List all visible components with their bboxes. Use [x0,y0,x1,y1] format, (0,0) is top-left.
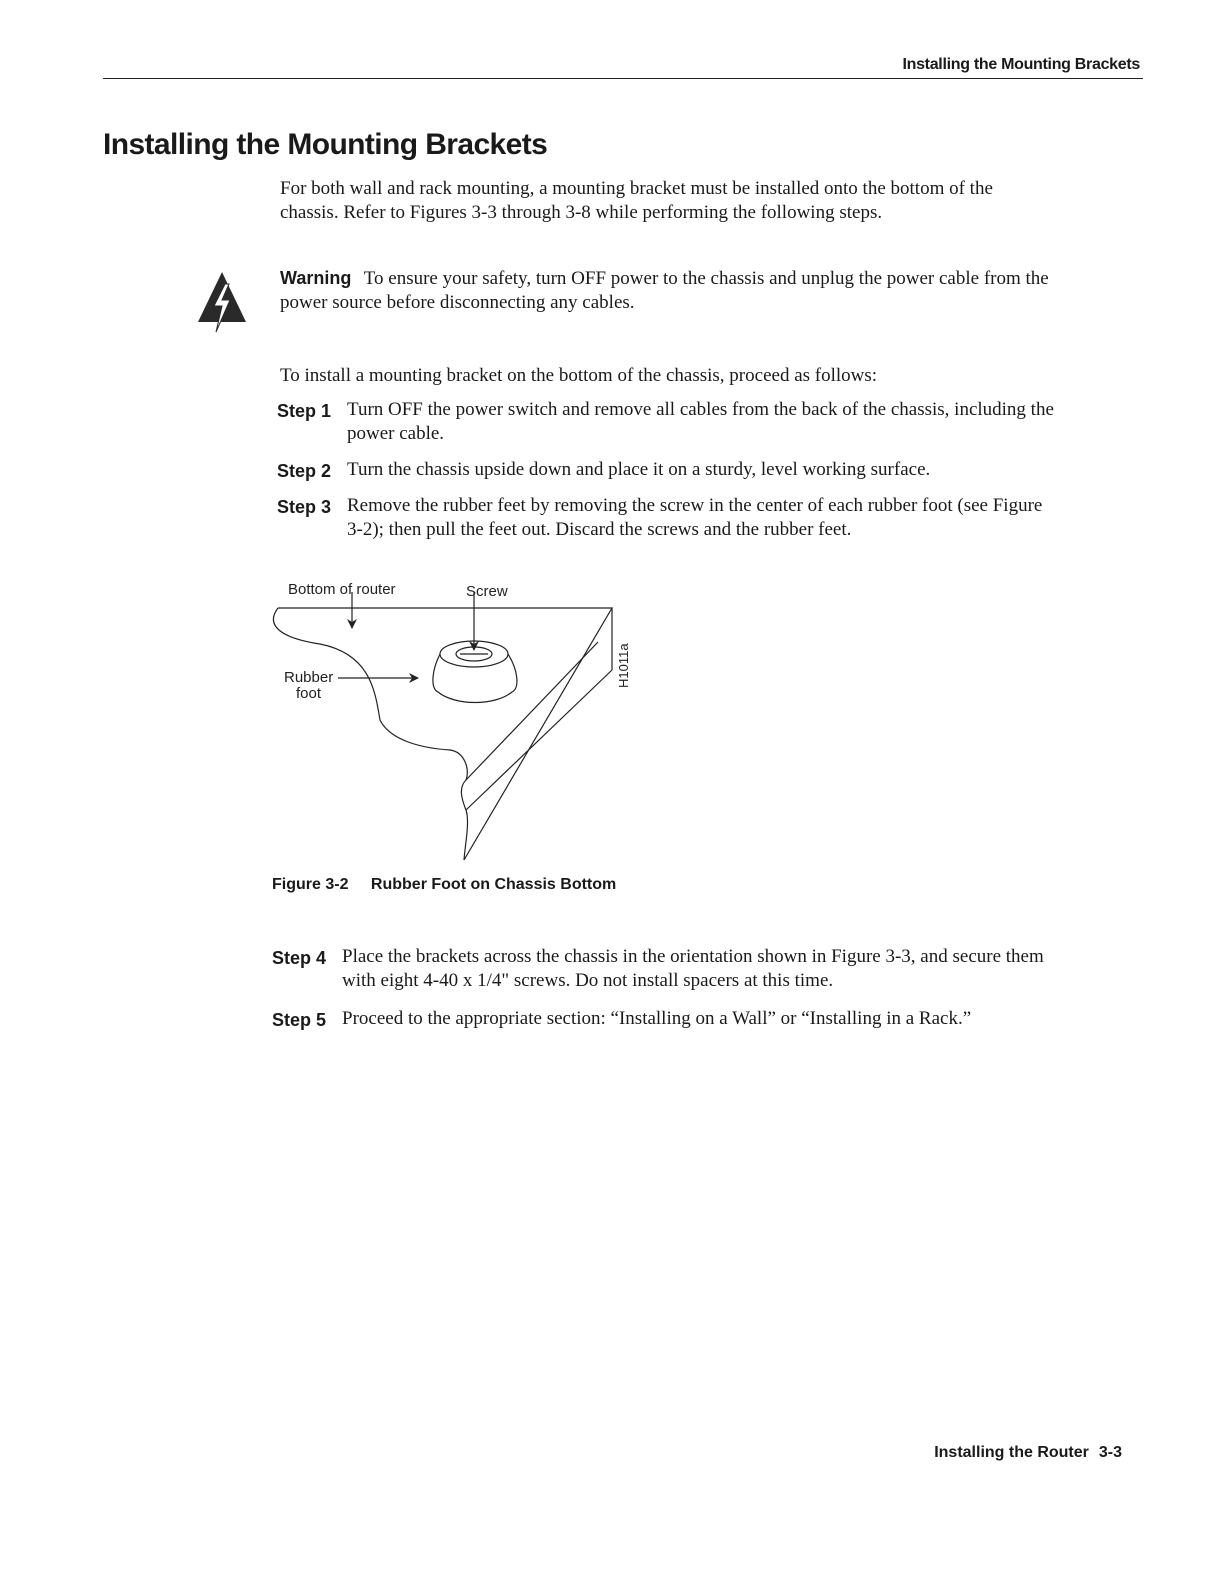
art-id: H1011a [616,643,631,688]
step-text: Turn the chassis upside down and place it on a sturdy, level working surface. [347,459,931,480]
step-label: Step 2 [277,461,332,481]
figure-number: Figure 3-2 [272,876,349,893]
header-rule [103,78,1143,79]
figure-caption [272,876,616,894]
footer-chapter: Installing the Router [934,1444,1089,1461]
page-footer [900,1444,1122,1462]
warning-lightning-triangle-icon [196,270,248,339]
callout-screw: Screw [466,583,508,600]
step-text: Proceed to the appropriate section: “Installing on a Wall” or “Installing in a Rack.” [342,1008,972,1029]
step-label: Step 5 [272,1010,327,1030]
callout-bottom-of-router: Bottom of router [288,581,396,598]
figure-title: Rubber Foot on Chassis Bottom [370,876,617,893]
figure-rubber-foot [260,570,660,875]
section-title: Installing the Mounting Brackets [103,128,548,161]
step-text: Remove the rubber feet by removing the screw in the center of each rubber foot (see Figure 3-2); then pull the feet out. Discard the screws and the rubber feet. [347,495,1043,540]
rubber-foot-drawing [433,641,517,703]
callout-rubber: Rubber [284,669,334,686]
running-header: Installing the Mounting Brackets [902,56,1140,73]
step-text: Turn OFF the power switch and remove all cables from the back of the chassis, including the power cable. [347,399,1054,444]
step-label: Step 3 [277,497,332,517]
step-label: Step 1 [277,401,332,421]
step-label: Step 4 [272,948,327,968]
footer-page-number: 3-3 [1098,1444,1122,1461]
chassis-bevel [466,642,612,810]
warning-block [280,266,1070,315]
intro-paragraph: For both wall and rack mounting, a mounting bracket must be installed onto the bottom of the chassis. Refer to Figures 3-3 through 3-8 while performing the following steps. [280,178,993,223]
step-text: Place the brackets across the chassis in the orientation shown in Figure 3-3, and secure them with eight 4-40 x 1/4" screws. Do not install spacers at this time. [342,946,1044,991]
chassis-outline [273,608,612,860]
warning-text: To ensure your safety, turn OFF power to the chassis and unplug the power cable from the power source before disconnecting any cables. [280,268,1049,313]
procedure-intro: To install a mounting bracket on the bottom of the chassis, proceed as follows: [280,365,878,386]
warning-label: Warning [280,268,352,288]
callout-foot: foot [296,685,322,702]
